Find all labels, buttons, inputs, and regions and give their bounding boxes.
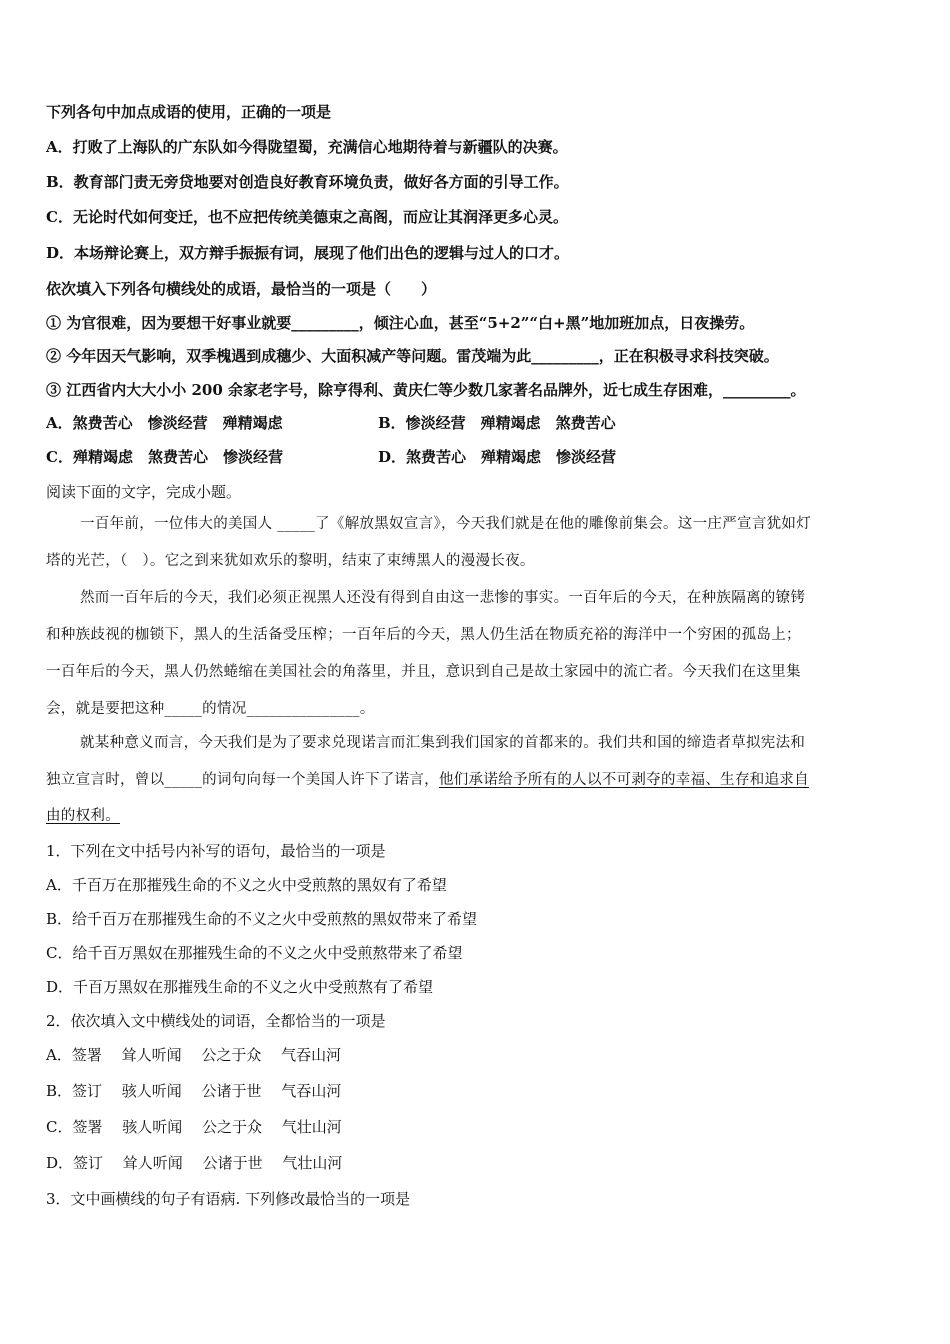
option-d: D．煞费苦心 殚精竭虑 惨淡经营 bbox=[378, 448, 617, 466]
passage-line: 然而一百年后的今天，我们必须正视黑人还没有得到自由这一悲惨的事实。一百年后的今天，在种族隔离的镣铐 bbox=[80, 590, 806, 606]
option-c: C．殚精竭虑 煞费苦心 惨淡经营 bbox=[46, 448, 283, 466]
question-stem: 依次填入下列各句横线处的成语，最恰当的一项是（ ） bbox=[46, 280, 437, 298]
underlined-sentence: 他们承诺给予所有的人以不可剥夺的幸福、生存和追求自 bbox=[438, 772, 809, 788]
option-c: C．无论时代如何变迁，也不应把传统美德束之高阁，而应让其润泽更多心灵。 bbox=[46, 208, 568, 226]
option-b: B．教育部门责无旁贷地要对创造良好教育环境负责，做好各方面的引导工作。 bbox=[46, 173, 569, 191]
option-b: B．惨淡经营 殚精竭虑 煞费苦心 bbox=[378, 414, 616, 432]
underlined-sentence: 由的权利。 bbox=[46, 808, 120, 824]
reading-instruction: 阅读下面的文字，完成小题。 bbox=[46, 483, 242, 501]
question-stem: 1．下列在文中括号内补写的语句，最恰当的一项是 bbox=[46, 842, 386, 860]
option-d: D．千百万黑奴在那摧残生命的不义之火中受煎熬有了希望 bbox=[46, 978, 434, 996]
option-d: D．本场辩论赛上，双方辩手振振有词，展现了他们出色的逻辑与过人的口才。 bbox=[46, 244, 570, 262]
option-c: C．给千百万黑奴在那摧残生命的不义之火中受煎熬带来了希望 bbox=[46, 944, 463, 962]
question-stem: 2．依次填入文中横线处的词语，全都恰当的一项是 bbox=[46, 1012, 386, 1030]
passage-line: 就某种意义而言，今天我们是为了要求兑现诺言而汇集到我们国家的首都来的。我们共和国的缔造者草拟宪法和 bbox=[80, 735, 806, 751]
passage-line bbox=[46, 770, 809, 790]
option-a: A．煞费苦心 惨淡经营 殚精竭虑 bbox=[46, 414, 283, 432]
passage-line: 塔的光芒，（ ）。它之到来犹如欢乐的黎明，结束了束缚黑人的漫漫长夜。 bbox=[46, 553, 535, 569]
fill-sentence: ③ 江西省内大大小小 200 余家老字号，除亨得利、黄庆仁等少数几家著名品牌外，近七成生存困难，_________。 bbox=[46, 381, 806, 399]
passage-line: 一百年前，一位伟大的美国人 _____了《解放黑奴宣言》，今天我们就是在他的雕像前集会。这一庄严宣言犹如灯 bbox=[80, 516, 812, 532]
option-a: A．千百万在那摧残生命的不义之火中受煎熬的黑奴有了希望 bbox=[46, 876, 447, 894]
option-b: B．给千百万在那摧残生命的不义之火中受煎熬的黑奴带来了希望 bbox=[46, 910, 478, 928]
option-d: D．签订 耸人听闻 公诸于世 气壮山河 bbox=[46, 1154, 343, 1172]
option-a: A．签署 耸人听闻 公之于众 气吞山河 bbox=[46, 1046, 342, 1064]
passage-line: 一百年后的今天，黑人仍然蜷缩在美国社会的角落里，并且，意识到自己是故土家园中的流亡者。今天我们在这里集 bbox=[46, 664, 801, 680]
option-c: C．签署 骇人听闻 公之于众 气壮山河 bbox=[46, 1118, 342, 1136]
option-b: B．签订 骇人听闻 公诸于世 气吞山河 bbox=[46, 1082, 342, 1100]
passage-line: 和种族歧视的枷锁下，黑人的生活备受压榨；一百年后的今天，黑人仍生活在物质充裕的海洋中一个穷困的孤岛上； bbox=[46, 627, 801, 643]
option-a: A．打败了上海队的广东队如今得陇望蜀，充满信心地期待着与新疆队的决赛。 bbox=[46, 138, 568, 156]
fill-sentence: ① 为官很难，因为要想干好事业就要_________，倾注心血，甚至“5+2”“白+黑”地加班加点，日夜操劳。 bbox=[46, 314, 755, 332]
passage-text: 独立宣言时，曾以_____的词句向每一个美国人许下了诺言， bbox=[46, 772, 439, 788]
passage-line: 会，就是要把这种_____的情况_______________。 bbox=[46, 701, 375, 717]
question-stem: 3．文中画横线的句子有语病. 下列修改最恰当的一项是 bbox=[46, 1190, 411, 1208]
fill-sentence: ② 今年因天气影响，双季槐遇到成穗少、大面积减产等问题。雷茂端为此_________，正在积极寻求科技突破。 bbox=[46, 347, 779, 365]
question-stem: 下列各句中加点成语的使用，正确的一项是 bbox=[46, 103, 332, 121]
